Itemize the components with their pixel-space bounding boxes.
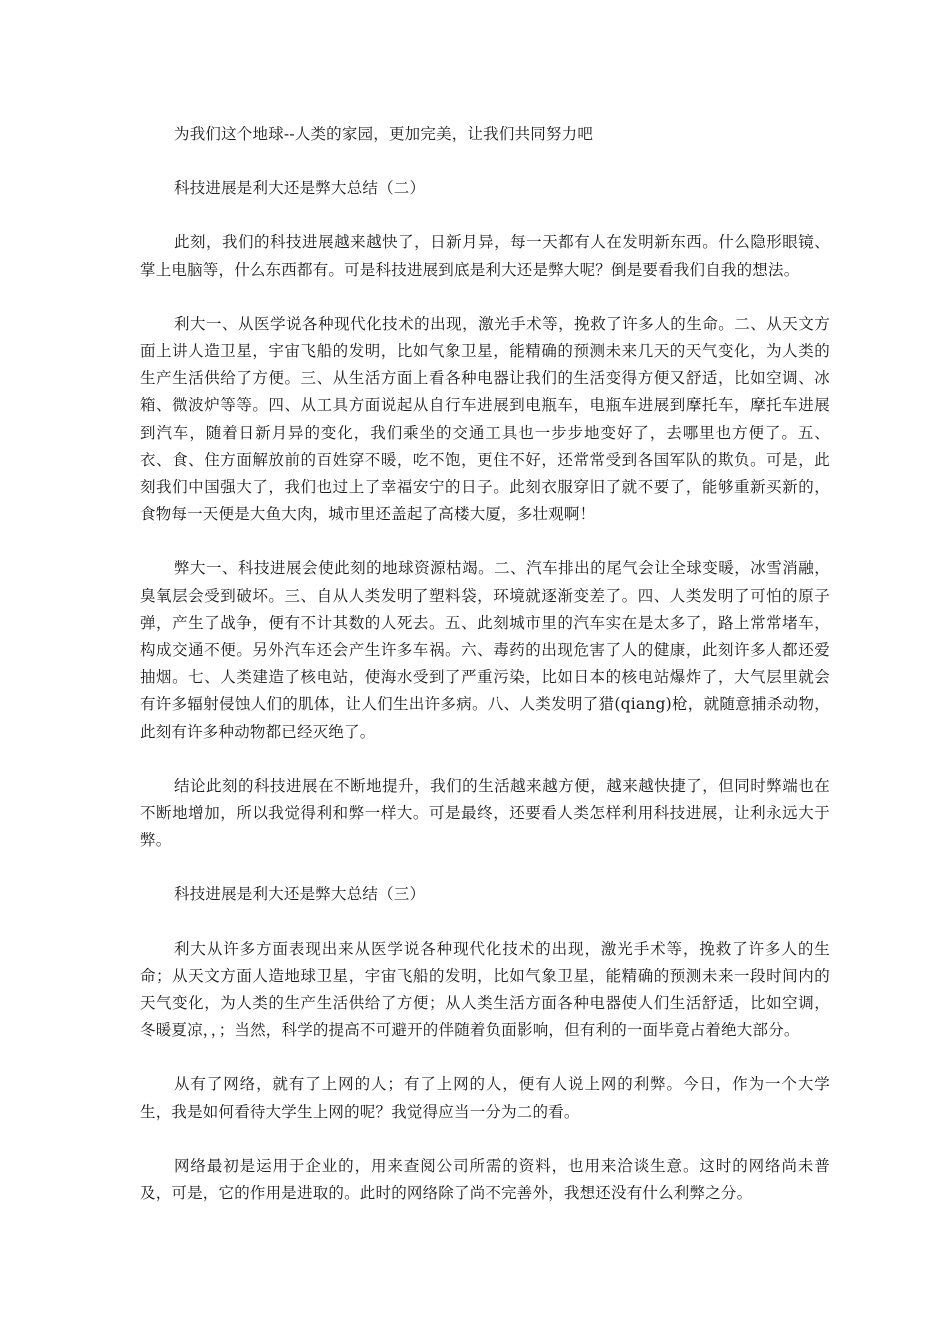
paragraph-closing-line: 为我们这个地球--人类的家园，更加完美，让我们共同努力吧 [174, 125, 594, 143]
paragraph-intro: 此刻，我们的科技进展越来越快了，日新月异，每一天都有人在发明新东西。什么隐形眼镜、掌上电脑等，什么东西都有。可是科技进展到底是利大还是弊大呢？倒是要看我们自我的想法。 [140, 233, 830, 279]
section-heading-2: 科技进展是利大还是弊大总结（二） [174, 179, 426, 198]
paragraph-internet-intro: 从有了网络，就有了上网的人；有了上网的人，便有人说上网的利弊。今日，作为一个大学生，我是如何看待大学生上网的呢？我觉得应当一分为二的看。 [140, 1075, 830, 1121]
paragraph-internet-history: 网络最初是运用于企业的，用来查阅公司所需的资料，也用来洽谈生意。这时的网络尚未普及，可是，它的作用是进取的。此时的网络除了尚不完善外，我想还没有什么利弊之分。 [140, 1156, 830, 1203]
paragraph-advantages: 利大一、从医学说各种现代化技术的出现，激光手术等，挽救了许多人的生命。二、从天文方面上讲人造卫星，宇宙飞船的发明，比如气象卫星，能精确的预测未来几天的天气变化，为人类的生产生活供给了方便。三、从生活方面上看各种电器让我们的生活变得方便又舒适，比如空调、冰箱、微波炉等等。四、从工具方面说起从自行车进展到电瓶车，电瓶车进展到摩托车，摩托车进展到汽车，随着日新月异的变化，我们乘坐的交通工具也一步步地变好了，去哪里也方便了。五、衣、食、住方面解放前的百姓穿不暖，吃不饱，更住不好，还常常受到各国军队的欺负。可是，此刻我们中国强大了，我们也过上了幸福安宁的日子。此刻衣服穿旧了就不要了，能够重新买新的，食物每一天便是大鱼大肉，城市里还盖起了高楼大厦，多壮观啊！ [140, 314, 830, 524]
section-heading-3: 科技进展是利大还是弊大总结（三） [174, 885, 426, 904]
paragraph-disadvantages: 弊大一、科技进展会使此刻的地球资源枯竭。二、汽车排出的尾气会让全球变暖，冰雪消融，臭氧层会受到破坏。三、自从人类发明了塑料袋，环境就逐渐变差了。四、人类发明了可怕的原子弹，产生了战争，便有不计其数的人死去。五、此刻城市里的汽车实在是太多了，路上常常堵车，构成交通不便。另外汽车还会产生许多车祸。六、毒药的出现危害了人的健康，此刻许多人都还爱抽烟。七、人类建造了核电站，使海水受到了严重污染，比如日本的核电站爆炸了，大气层里就会有许多辐射侵蚀人们的肌体，让人们生出许多病。八、人类发明了猎(qiang)枪，就随意捕杀动物，此刻有许多种动物都已经灭绝了。 [140, 559, 830, 741]
document-body [140, 121, 830, 1234]
paragraph-benefits: 利大从许多方面表现出来从医学说各种现代化技术的出现，激光手术等，挽救了许多人的生命；从天文方面人造地球卫星，宇宙飞船的发明，比如气象卫星，能精确的预测未来一段时间内的天气变化，为人类的生产生活供给了方便；从人类生活方面各种电器使人们生活舒适，比如空调，冬暖夏凉，，；当然，科学的提高不可避开的伴随着负面影响，但有利的一面毕竟占着绝大部分。 [140, 939, 830, 1040]
paragraph-conclusion: 结论此刻的科技进展在不断地提升，我们的生活越来越方便，越来越快捷了，但同时弊端也在不断地增加，所以我觉得利和弊一样大。可是最终，还要看人类怎样利用科技进展，让利永远大于弊。 [140, 776, 830, 850]
